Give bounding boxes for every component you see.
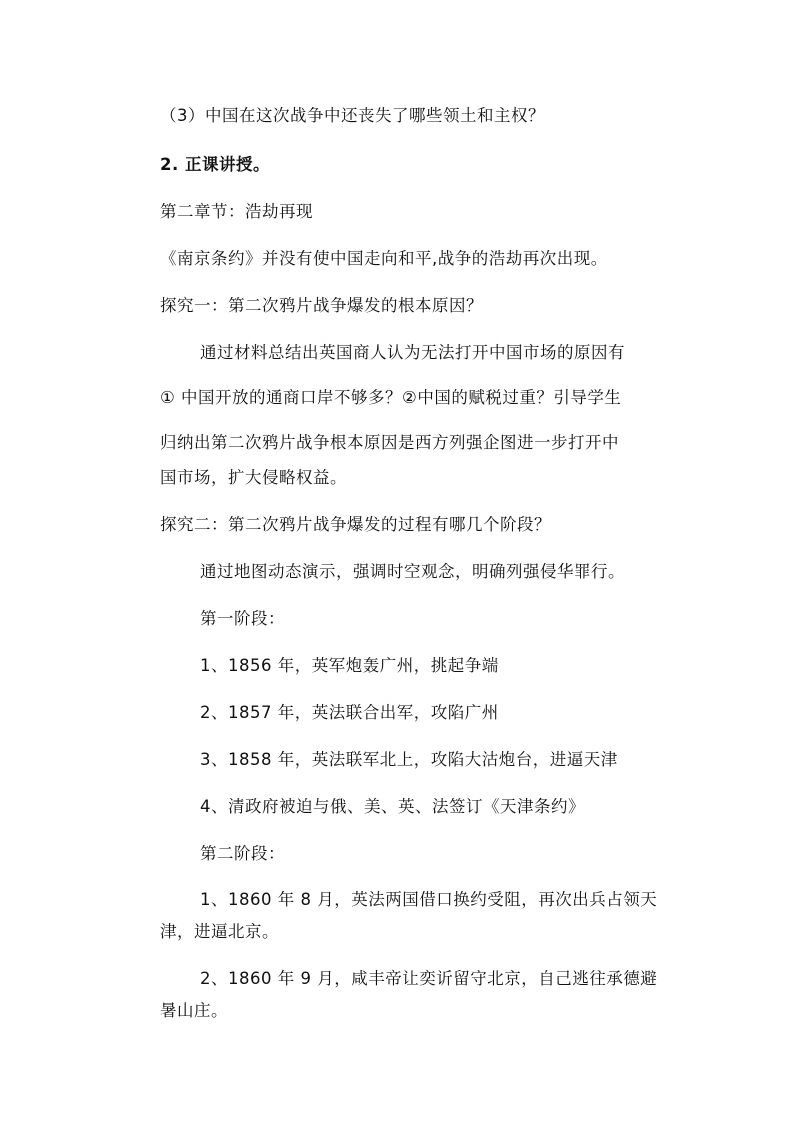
list-item: 3、1858 年，英法联军北上，攻陷大沽炮台，进逼天津 <box>200 750 618 769</box>
stage-1-heading: 第一阶段： <box>200 609 285 628</box>
list-item: 2、1860 年 9 月，咸丰帝让奕䜣留守北京，自己逃往承德避 <box>200 969 658 988</box>
section-heading: 2. 正课讲授。 <box>160 155 270 174</box>
paragraph: 国市场，扩大侵略权益。 <box>160 468 347 487</box>
paragraph: ① 中国开放的通商口岸不够多？②中国的赋税过重？引导学生 <box>160 388 622 407</box>
paragraph: 通过地图动态演示，强调时空观念，明确列强侵华罪行。 <box>200 562 625 581</box>
list-item-continuation: 暑山庄。 <box>160 1001 228 1020</box>
inquiry-2-heading: 探究二：第二次鸦片战争爆发的过程有哪几个阶段？ <box>160 515 551 534</box>
list-item: 1、1860 年 8 月，英法两国借口换约受阻，再次出兵占领天 <box>200 890 658 909</box>
inquiry-1-heading: 探究一：第二次鸦片战争爆发的根本原因？ <box>160 296 483 315</box>
list-item-continuation: 津，进逼北京。 <box>160 922 279 941</box>
list-item: 4、清政府被迫与俄、美、英、法签订《天津条约》 <box>200 797 585 816</box>
list-item: 2、1857 年，英法联合出军，攻陷广州 <box>200 703 499 722</box>
paragraph: 通过材料总结出英国商人认为无法打开中国市场的原因有 <box>200 343 625 362</box>
paragraph: 归纳出第二次鸦片战争根本原因是西方列强企图进一步打开中 <box>160 433 619 452</box>
stage-2-heading: 第二阶段： <box>200 844 285 863</box>
list-item: 1、1856 年，英军炮轰广州，挑起争端 <box>200 656 499 675</box>
chapter-title: 第二章节：浩劫再现 <box>160 202 313 221</box>
question-3: （3）中国在这次战争中还丧失了哪些领土和主权？ <box>160 106 545 125</box>
paragraph: 《南京条约》并没有使中国走向和平,战争的浩劫再次出现。 <box>160 249 608 268</box>
